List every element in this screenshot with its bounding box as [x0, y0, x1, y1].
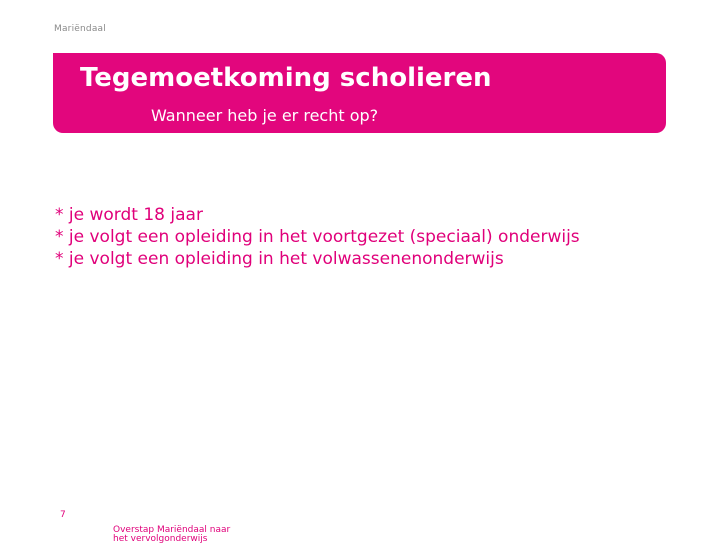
- organization-label: Mariëndaal: [54, 24, 106, 34]
- list-item: * je wordt 18 jaar: [55, 205, 203, 225]
- list-item: * je volgt een opleiding in het volwassenenonderwijs: [55, 249, 504, 269]
- title-banner: [53, 53, 666, 133]
- slide-subtitle: Wanneer heb je er recht op?: [151, 106, 379, 125]
- page-number: 7: [60, 510, 66, 520]
- slide-title: Tegemoetkoming scholieren: [80, 63, 492, 93]
- list-item: * je volgt een opleiding in het voortgezet (speciaal) onderwijs: [55, 227, 580, 247]
- eligibility-list: [55, 204, 655, 270]
- footer-text: Overstap Mariëndaal naar het vervolgonderwijs: [113, 525, 231, 544]
